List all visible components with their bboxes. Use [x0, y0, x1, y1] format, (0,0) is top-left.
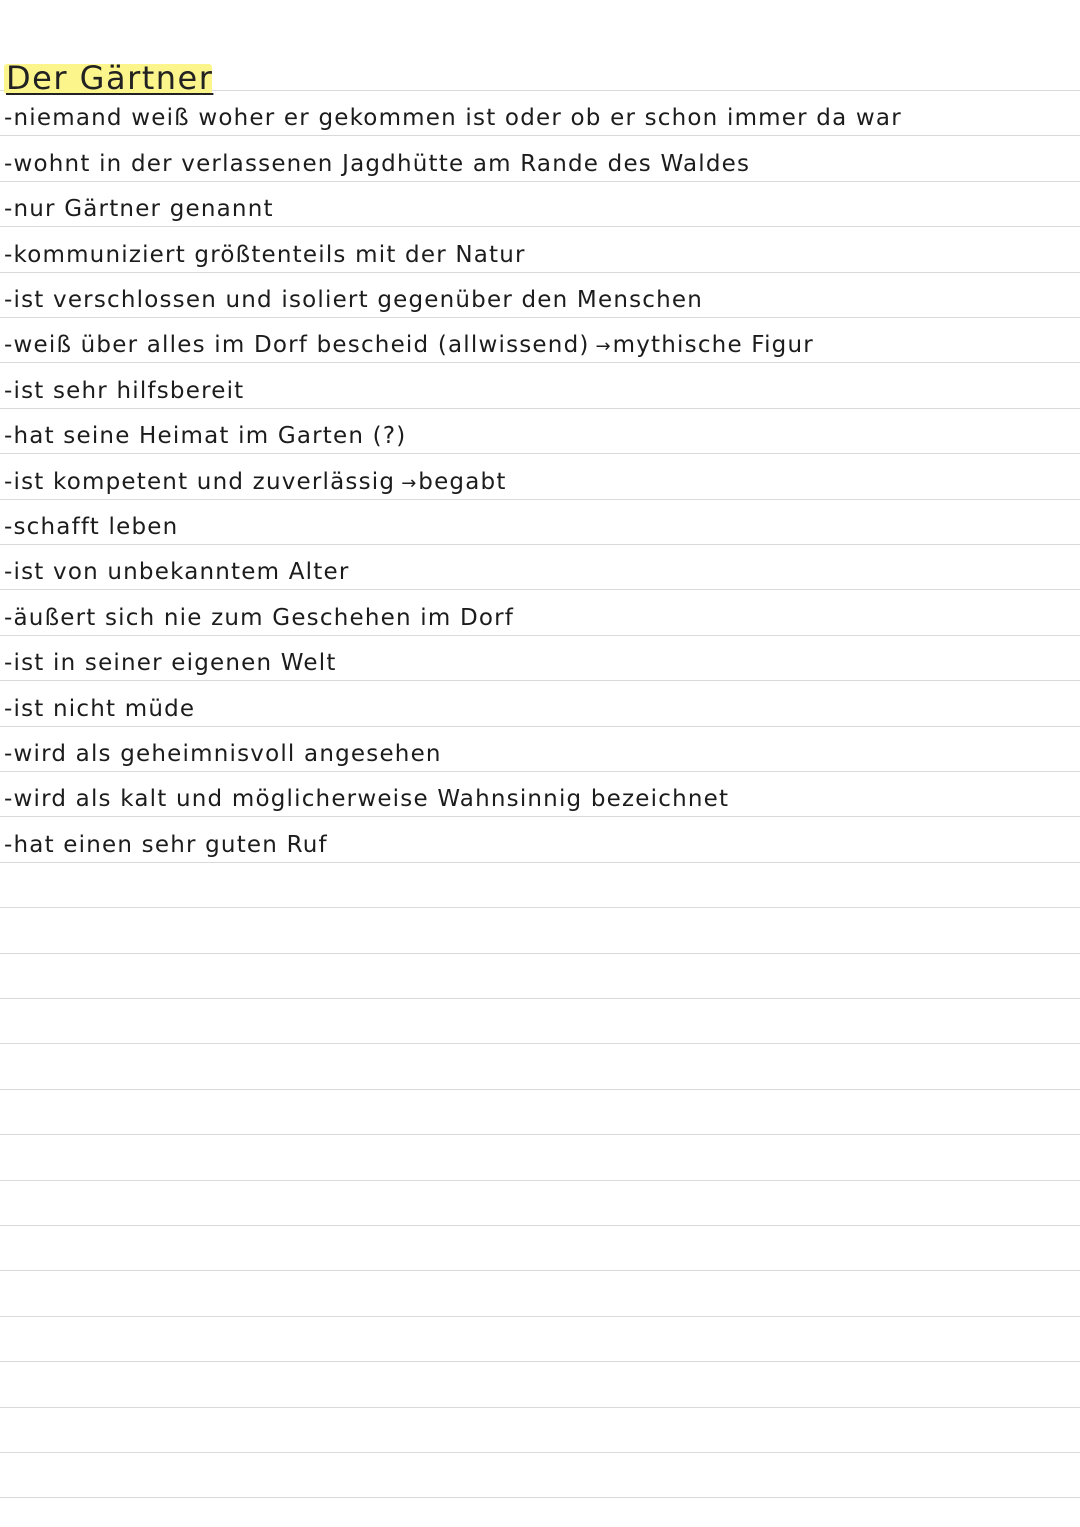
list-item: -ist in seiner eigenen Welt [4, 650, 337, 676]
list-item: -wohnt in der verlassenen Jagdhütte am Rande des Waldes [4, 151, 751, 177]
ruled-line [0, 635, 1080, 636]
list-item: -ist verschlossen und isoliert gegenüber den Menschen [4, 287, 704, 313]
list-item: -ist von unbekanntem Alter [4, 559, 350, 585]
ruled-line [0, 1407, 1080, 1408]
ruled-line [0, 726, 1080, 727]
page-title: Der Gärtner [6, 59, 214, 97]
arrow-icon: → [595, 336, 611, 357]
title-block [6, 58, 213, 98]
list-item: -hat einen sehr guten Ruf [4, 832, 328, 858]
ruled-line [0, 1452, 1080, 1453]
list-item: -hat seine Heimat im Garten (?) [4, 423, 407, 449]
ruled-line [0, 953, 1080, 954]
ruled-line [0, 135, 1080, 136]
ruled-line [0, 680, 1080, 681]
arrow-icon: → [401, 473, 417, 494]
ruled-line [0, 453, 1080, 454]
ruled-line [0, 362, 1080, 363]
ruled-line [0, 1497, 1080, 1498]
ruled-line [0, 862, 1080, 863]
ruled-line [0, 1225, 1080, 1226]
ruled-line [0, 1134, 1080, 1135]
ruled-line [0, 1043, 1080, 1044]
ruled-line [0, 1316, 1080, 1317]
list-item: -ist kompetent und zuverlässig →begabt [4, 469, 507, 495]
list-item: -nur Gärtner genannt [4, 196, 274, 222]
list-item: -niemand weiß woher er gekommen ist oder ob er schon immer da war [4, 105, 902, 131]
ruled-line [0, 181, 1080, 182]
ruled-line [0, 544, 1080, 545]
list-item: -kommuniziert größtenteils mit der Natur [4, 242, 526, 268]
ruled-line [0, 907, 1080, 908]
ruled-line [0, 1180, 1080, 1181]
ruled-line [0, 317, 1080, 318]
list-item: -äußert sich nie zum Geschehen im Dorf [4, 605, 515, 631]
ruled-line [0, 589, 1080, 590]
ruled-line [0, 998, 1080, 999]
ruled-line [0, 816, 1080, 817]
list-item: -ist nicht müde [4, 696, 196, 722]
list-item: -ist sehr hilfsbereit [4, 378, 245, 404]
list-item: -schafft leben [4, 514, 179, 540]
list-item: -wird als kalt und möglicherweise Wahnsinnig bezeichnet [4, 786, 730, 812]
ruled-line [0, 226, 1080, 227]
ruled-line [0, 499, 1080, 500]
ruled-line [0, 408, 1080, 409]
ruled-line [0, 272, 1080, 273]
list-item: -weiß über alles im Dorf bescheid (allwissend) →mythische Figur [4, 332, 814, 358]
ruled-line [0, 1270, 1080, 1271]
ruled-line [0, 771, 1080, 772]
ruled-line [0, 1089, 1080, 1090]
ruled-line [0, 1361, 1080, 1362]
list-item: -wird als geheimnisvoll angesehen [4, 741, 442, 767]
